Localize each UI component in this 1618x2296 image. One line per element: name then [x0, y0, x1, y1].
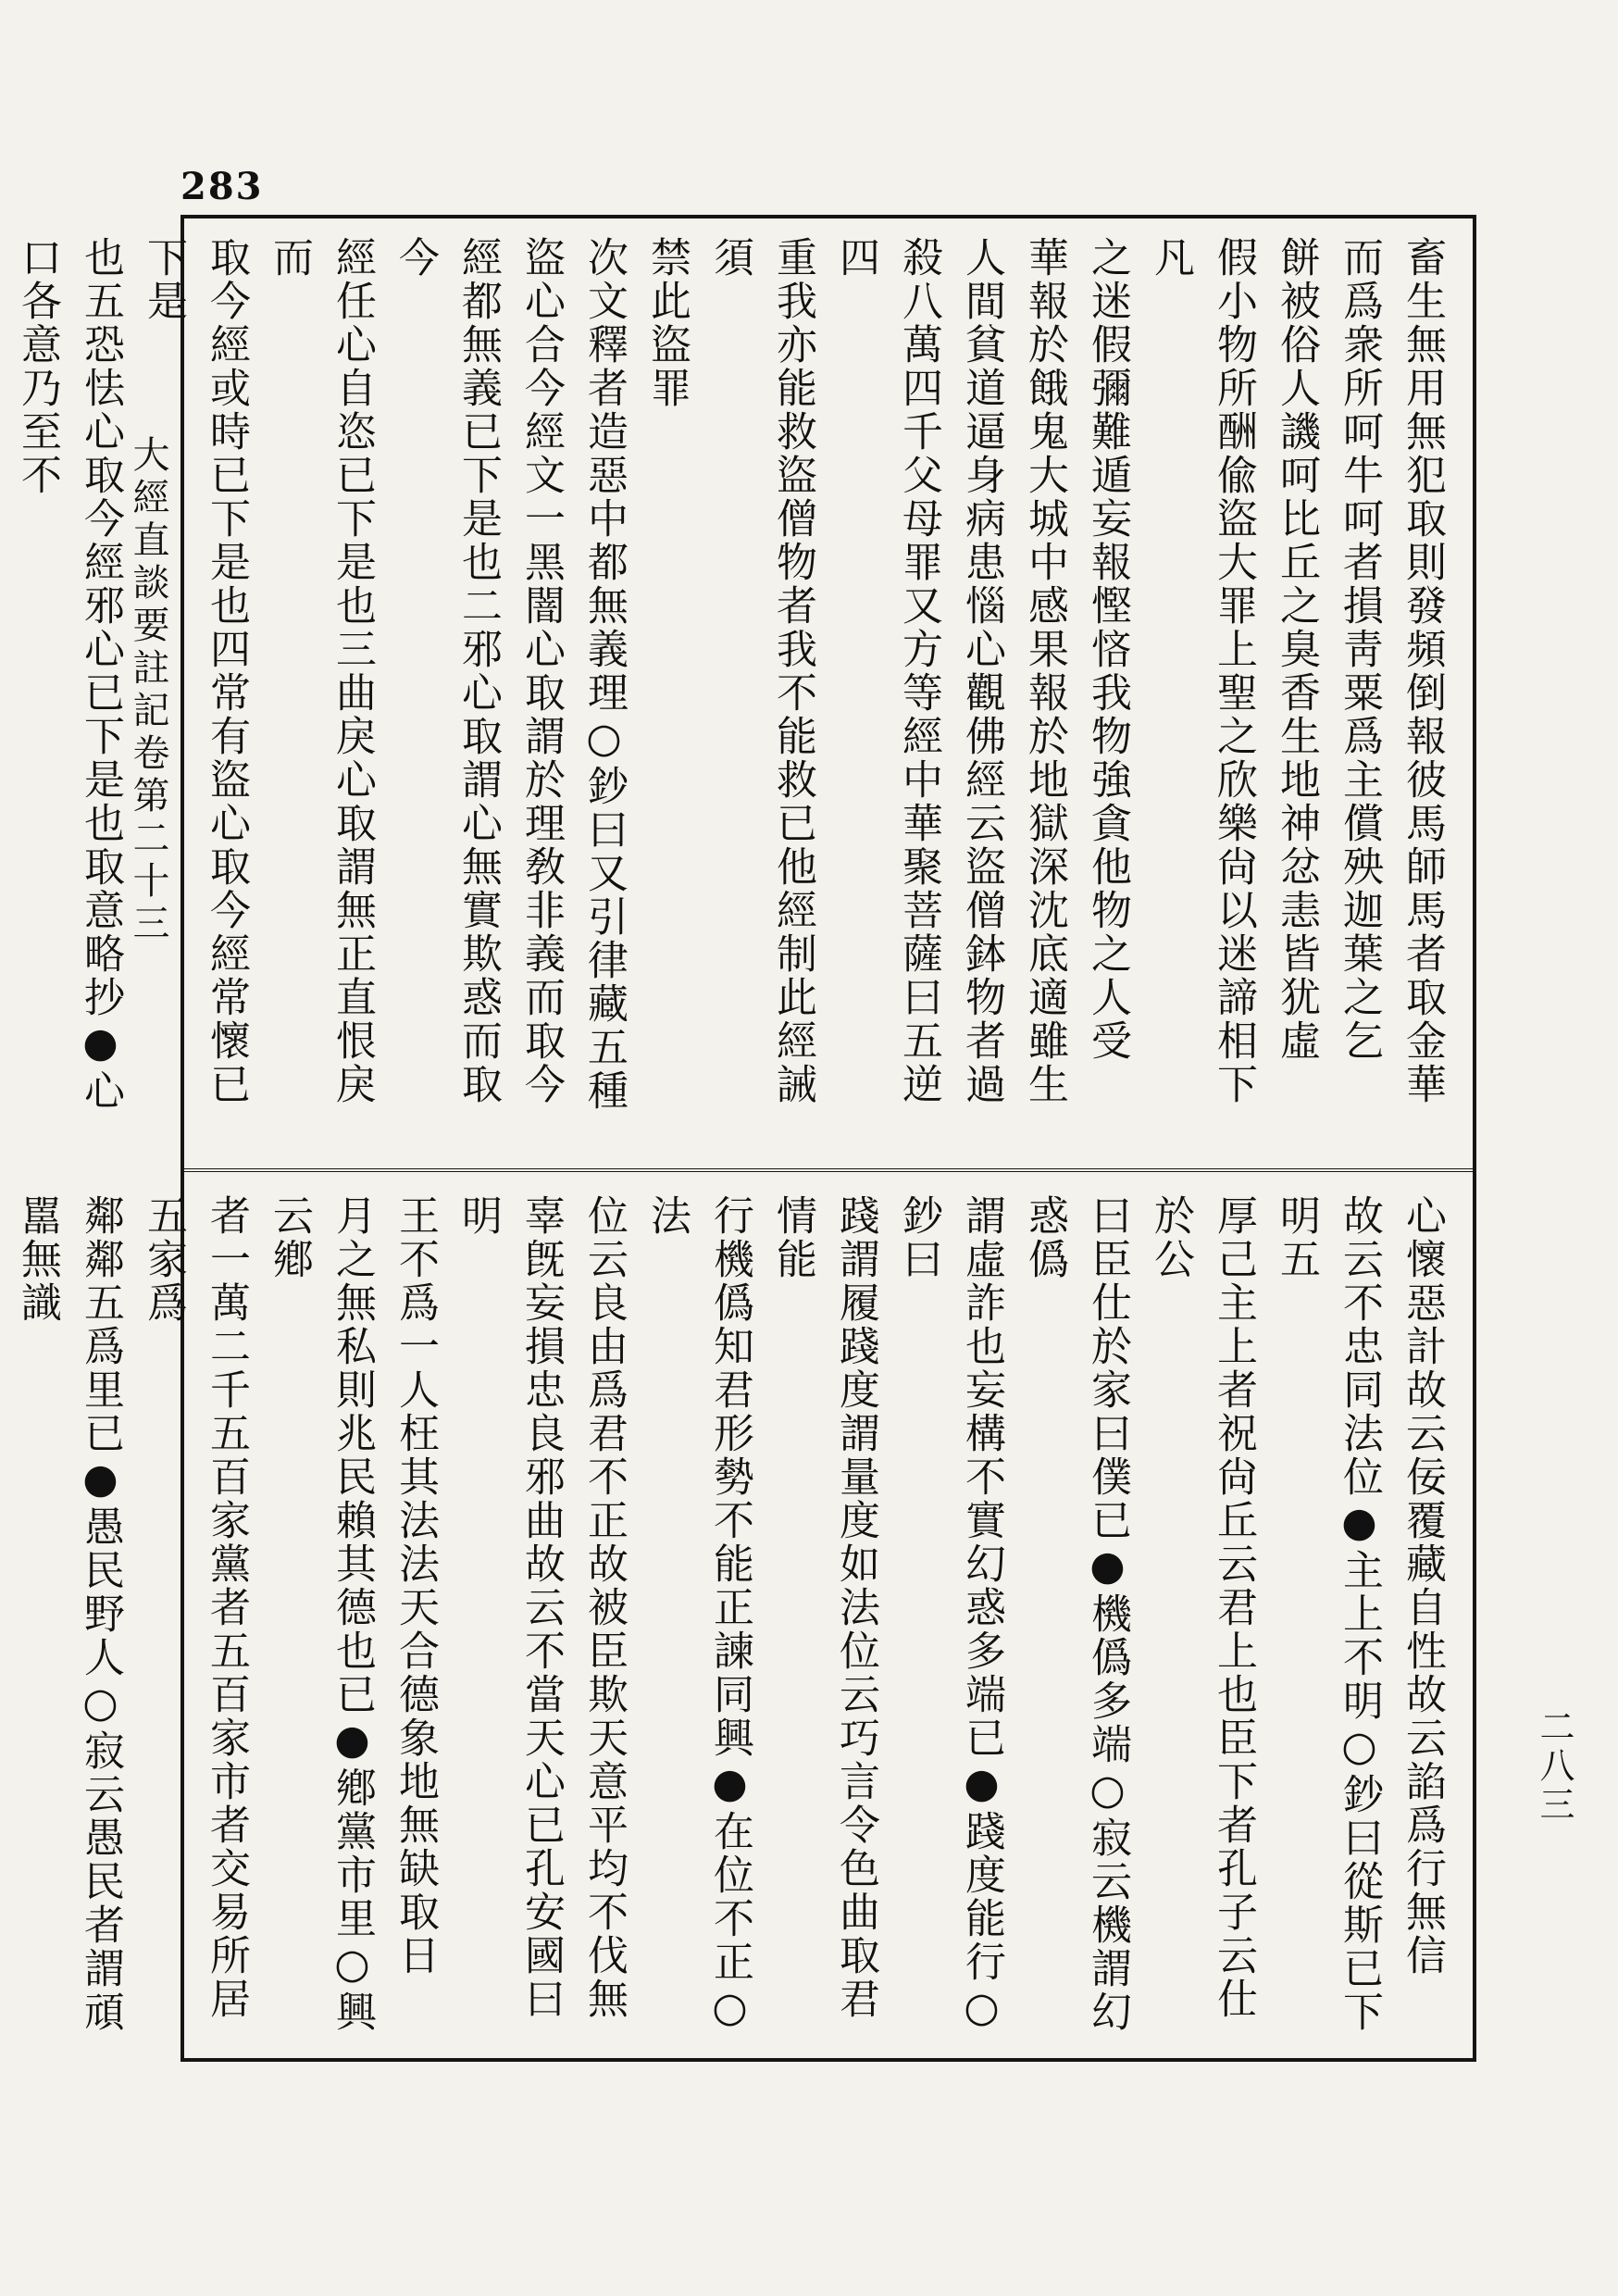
lower-register-text: 心懷惡計故云佞覆藏自性故云諂爲行無信 故云不忠同法位●主上不明○鈔曰從斯已下明五 厚己主上者祝尙丘云君上也臣下者孔子云仕於公 曰臣仕於家曰僕已●機僞多端○寂云機謂幻惑僞 謂虛詐也妄構不實幻惑多端已●踐度能行○鈔曰 踐謂履踐度謂量度如法位云巧言令色曲取君情能 行機僞知君形勢不能正諫同興●在位不正○法 位云良由爲君不正故被臣欺天意平均不伐無 辜旣妄損忠良邪曲故云不當天心已孔安國曰明 王不爲一人枉其法法天合德象地無缺取日 月之無私則兆民賴其德也已●鄕黨市里○興云鄕 者一萬二千五百家黨者五百家市者交易所居五家爲 鄰鄰五爲里已●愚民野人○寂云愚民者謂頑嚚無識	[14, 1194, 1446, 2034]
folio-number: 二八三	[1534, 1708, 1574, 1825]
upper-register-text: 畜生無用無犯取則發頻倒報彼馬師馬者取金華 而爲衆所呵牛呵者損靑粟爲主償殃迦葉之乞 餅被俗人譏呵比丘之臭香生地神忿恚皆犹虛 假小物所酬偸盜大罪上聖之欣樂尙以迷諦相下凡 之迷假彌難遁妄報慳悋我物強貪他物之人受 華報於餓鬼大城中感果報於地獄深沈底適雖生 人間貧道逼身病患惱心觀佛經云盜僧鉢物者過 殺八萬四千父母罪又方等經中華聚菩薩曰五逆四 重我亦能救盜僧物者我不能救已他經制此經誡須 禁此盜罪 次文釋者造惡中都無義理○鈔曰又引律藏五種 盜心合今經文一黑闇心取謂於理敎非義而取今 經都無義已下是也二邪心取謂心無實欺惑而取今 經任心自恣已下是也三曲戾心取謂無正直恨戾而 取今經或時已下是也四常有盜心取今經常懷已下是 也五恐怯心取今經邪心已下是也取意略抄●心口各意乃至不	[14, 236, 1446, 1113]
register-divider	[180, 1168, 1476, 1172]
running-title: 大經直談要註記卷第二十三	[127, 435, 169, 946]
page-number: 283	[180, 165, 264, 208]
